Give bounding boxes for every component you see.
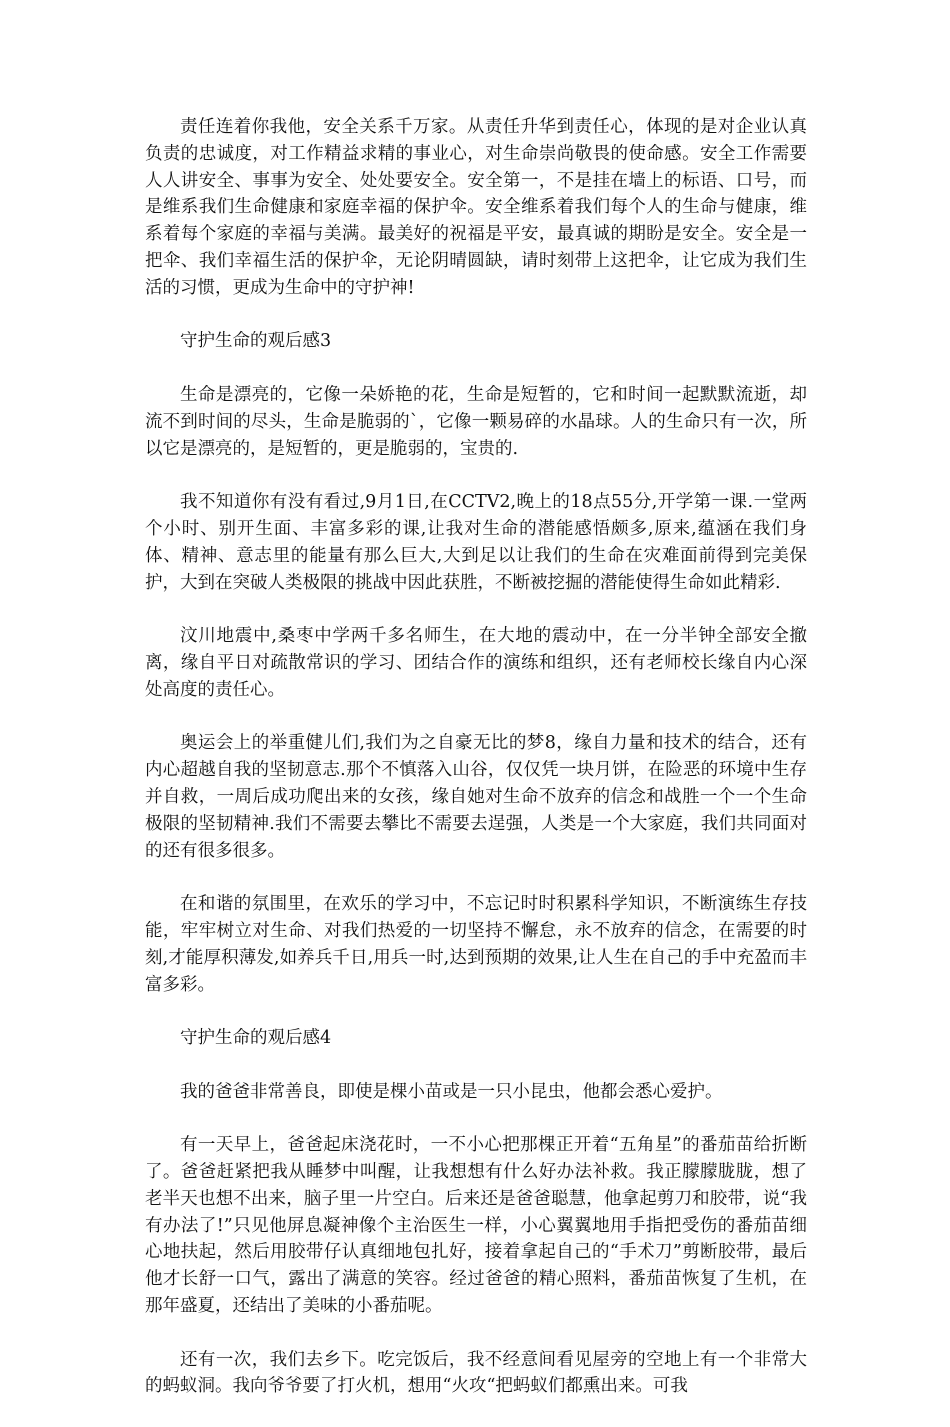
document-body: [145, 114, 807, 1427]
paragraph-life-is-beautiful: 生命是漂亮的，它像一朵娇艳的花，生命是短暂的，它和时间一起默默流逝，却流不到时间的尽头，生命是脆弱的`，它像一颗易碎的水晶球。人的生命只有一次，所以它是漂亮的，是短暂的，更是脆弱的，宝贵的.: [145, 384, 807, 459]
section-heading-3: 守护生命的观后感3: [180, 331, 332, 352]
paragraph-harmonious-atmosphere: 在和谐的氛围里，在欢乐的学习中，不忘记时时积累科学知识，不断演练生存技能，牢牢树立对生命、对我们热爱的一切坚持不懈怠，永不放弃的信念，在需要的时刻,才能厚积薄发,如养兵千日,用兵一时,达到预期的效果,让人生在自己的手中充盈而丰富多彩。: [145, 894, 807, 995]
paragraph-olympic-weightlifters: 奥运会上的举重健儿们,我们为之自豪无比的梦8，缘自力量和技术的结合，还有内心超越自我的坚韧意志.那个不慎落入山谷，仅仅凭一块月饼，在险恶的环境中生存并自救，一周后成功爬出来的女孩，缘自她对生命不放弃的信念和战胜一个一个生命极限的坚韧精神.我们不需要去攀比不需要去逞强，人类是一个大家庭，我们共同面对的还有很多很多。: [145, 733, 807, 861]
paragraph-wenchuan-earthquake: 汶川地震中,桑枣中学两千多名师生，在大地的震动中，在一分半钟全部安全撤离，缘自平日对疏散常识的学习、团结合作的演练和组织，还有老师校长缘自内心深处高度的责任心。: [145, 626, 807, 700]
paragraph-first-lesson: 我不知道你有没有看过,9月1日,在CCTV2,晚上的18点55分,开学第一课.一堂两个小时、别开生面、丰富多彩的课,让我对生命的潜能感悟颇多,原来,蕴涵在我们身体、精神、意志里的能量有那么巨大,大到足以让我们的生命在灾难面前得到完美保护，大到在突破人类极限的挑战中因此获胜，不断被挖掘的潜能使得生命如此精彩.: [145, 492, 807, 593]
paragraph-kind-father: 我的爸爸非常善良，即使是棵小苗或是一只小昆虫，他都会悉心爱护。: [180, 1081, 723, 1102]
paragraph-tomato-seedling: 有一天早上，爸爸起床浇花时，一不小心把那棵正开着“五角星”的番茄苗给折断了。爸爸赶紧把我从睡梦中叫醒，让我想想有什么好办法补救。我正朦朦胧胧，想了老半天也想不出来，脑子里一片空白。后来还是爸爸聪慧，他拿起剪刀和胶带，说“我有办法了!”只见他屏息凝神像个主治医生一样，小心翼翼地用手指把受伤的番茄苗细心地扶起，然后用胶带仔认真细地包扎好，接着拿起自己的“手术刀”剪断胶带，最后他才长舒一口气，露出了满意的笑容。经过爸爸的精心照料，番茄苗恢复了生机，在那年盛夏，还结出了美味的小番茄呢。: [145, 1135, 807, 1317]
section-heading-4: 守护生命的观后感4: [180, 1028, 332, 1049]
paragraph-safety-responsibility: 责任连着你我他，安全关系千万家。从责任升华到责任心，体现的是对企业认真负责的忠诚度，对工作精益求精的事业心，对生命崇尚敬畏的使命感。安全工作需要人人讲安全、事事为安全、处处要安全。安全第一，不是挂在墙上的标语、口号，而是维系我们生命健康和家庭幸福的保护伞。安全维系着我们每个人的生命与健康，维系着每个家庭的幸福与美满。最美好的祝福是平安，最真诚的期盼是安全。安全是一把伞、我们幸福生活的保护伞，无论阴晴圆缺，请时刻带上这把伞，让它成为我们生活的习惯，更成为生命中的守护神!: [145, 117, 807, 298]
paragraph-ant-nest: 还有一次，我们去乡下。吃完饭后，我不经意间看见屋旁的空地上有一个非常大的蚂蚁洞。我向爷爷要了打火机，想用“火攻“把蚂蚁们都熏出来。可我: [145, 1349, 807, 1397]
